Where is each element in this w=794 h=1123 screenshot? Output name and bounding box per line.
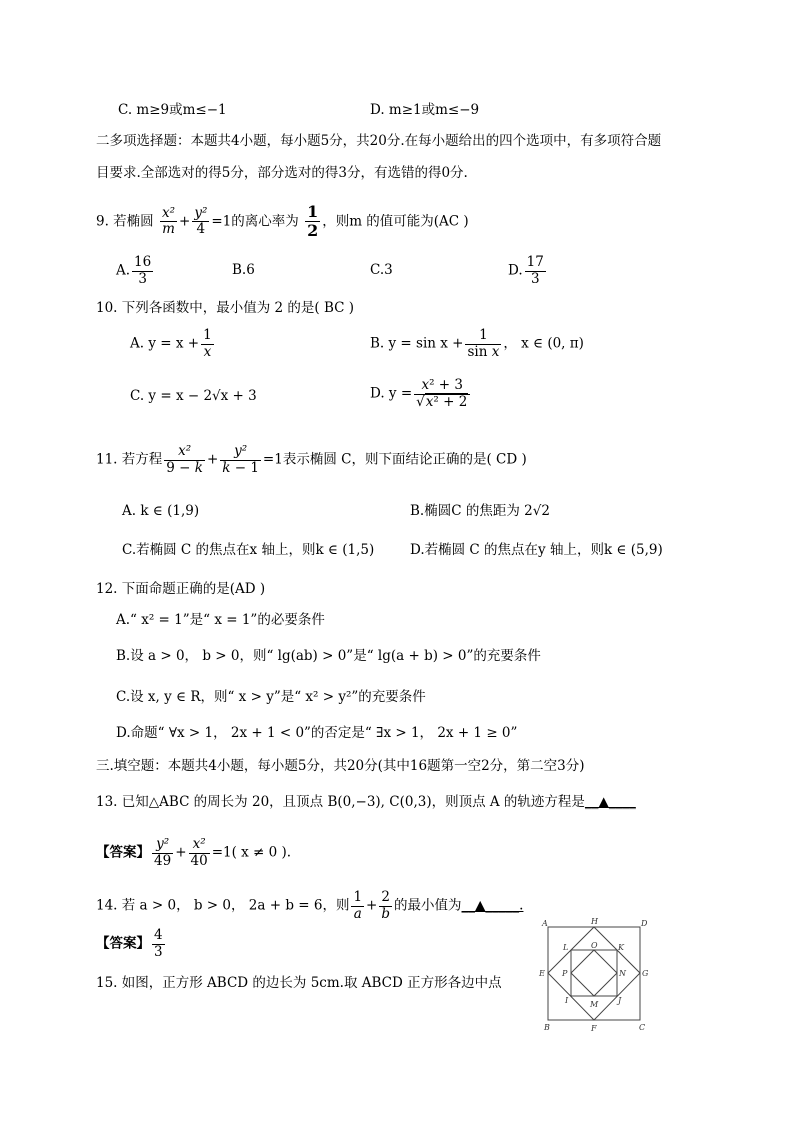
question-10-option-b: B. y = sin x + $\frac{1}{\text{sin x}}$ ， x ∈ (0, π) xyxy=(370,327,584,360)
question-12-option-a: A.“ x² = 1”是“ x = 1”的必要条件 xyxy=(116,612,325,628)
label-n: N xyxy=(619,969,626,978)
q8-option-d: D. m≥1或m≤−9 xyxy=(370,102,480,118)
question-14-answer: 【答案】 $\frac{4}{3}$ xyxy=(96,927,163,960)
question-12-option-c: C.设 x, y ∈ R，则“ x > y”是“ x² > y²”的充要条件 xyxy=(116,689,426,705)
label-h: H xyxy=(591,917,598,926)
question-10-option-d: D. y = $\frac{\text{x² + 3}}{\text{√x² + 2}}$ xyxy=(370,378,472,410)
label-k: K xyxy=(618,943,624,952)
label-l: L xyxy=(563,943,569,952)
question-11-option-b: B.椭圆C 的焦距为 2√2 xyxy=(410,503,550,519)
question-11-option-c: C.若椭圆 C 的焦点在x 轴上，则k ∈ (1,5) xyxy=(122,542,375,558)
label-f: F xyxy=(591,1024,597,1033)
question-9-stem: 9. 若椭圆 $\frac{\text{x²}}{m}$ + $\frac{\text{y²}}{4}$ =1的离心率为 $\frac{1}{2}$ ，则m 的值可能为(AC ) xyxy=(96,202,469,241)
label-p: P xyxy=(562,969,568,978)
square-lkji xyxy=(571,950,617,996)
label-m: M xyxy=(590,1000,599,1009)
label-d: D xyxy=(641,919,648,928)
question-9-option-b: B.6 xyxy=(232,262,255,278)
section2-line2: 目要求.全部选对的得5分，部分选对的得3分，有选错的得0分. xyxy=(96,165,468,181)
section3-header: 三.填空题：本题共4小题，每小题5分，共20分(其中16题第一空2分，第二空3分) xyxy=(96,758,585,774)
q8-option-c: C. m≥9或m≤−1 xyxy=(118,102,227,118)
question-13-stem: 13. 已知△ABC 的周长为 20，且顶点 B(0,−3), C(0,3)，则顶点 A 的轨迹方程是__▲____ xyxy=(96,794,636,810)
question-10-stem: 10. 下列各函数中，最小值为 2 的是( BC ) xyxy=(96,300,355,316)
question-11-option-d: D.若椭圆 C 的焦点在y 轴上，则k ∈ (5,9) xyxy=(410,542,663,558)
label-a: A xyxy=(542,919,548,928)
label-g: G xyxy=(642,969,649,978)
question-9-option-a: A. $\frac{16}{3}$ xyxy=(116,254,152,287)
section2-line1: 二多项选择题：本题共4小题，每小题5分，共20分.在每小题给出的四个选项中，有多项符合题 xyxy=(96,133,662,149)
square-onmp xyxy=(571,950,617,996)
question-13-answer: 【答案】 $\frac{\text{y²}}{49}$ + $\frac{\text{x²}}{40}$ =1( x ≠ 0 ). xyxy=(96,836,292,869)
label-o: O xyxy=(591,941,598,950)
question-9-option-c: C.3 xyxy=(370,262,393,278)
question-15-stem: 15. 如图，正方形 ABCD 的边长为 5cm.取 ABCD 正方形各边中点 xyxy=(96,975,502,991)
question-12-option-d: D.命题“ ∀x > 1， 2x + 1 < 0”的否定是“ ∃x > 1， 2x + 1 ≥ 0” xyxy=(116,725,518,741)
label-e: E xyxy=(539,969,545,978)
question-9-option-d: D. $\frac{17}{3}$ xyxy=(508,254,544,287)
question-12-option-b: B.设 a > 0， b > 0，则“ lg(ab) > 0”是“ lg(a + b) > 0”的充要条件 xyxy=(116,648,541,664)
label-i: I xyxy=(565,996,569,1005)
label-j: J xyxy=(618,996,622,1005)
question-11-option-a: A. k ∈ (1,9) xyxy=(122,503,200,519)
question-10-option-c: C. y = x − 2√x + 3 xyxy=(130,388,257,404)
question-12-stem: 12. 下面命题正确的是(AD ) xyxy=(96,581,266,597)
question-10-option-a: A. y = x + $\frac{1}{x}$ xyxy=(130,327,212,360)
square-figure xyxy=(530,915,655,1035)
question-11-stem: 11. 若方程 $\frac{\text{x²}}{9 - k}$ + $\frac{\text{y²}}{k - 1}$ =1表示椭圆 C，则下面结论正确的是( CD ) xyxy=(96,443,527,476)
label-b: B xyxy=(544,1023,550,1032)
question-14-stem: 14. 若 a > 0， b > 0， 2a + b = 6，则 $\frac{1}{a}$ + $\frac{2}{b}$ 的最小值为__▲_____. xyxy=(96,889,524,922)
label-c: C xyxy=(639,1023,646,1032)
